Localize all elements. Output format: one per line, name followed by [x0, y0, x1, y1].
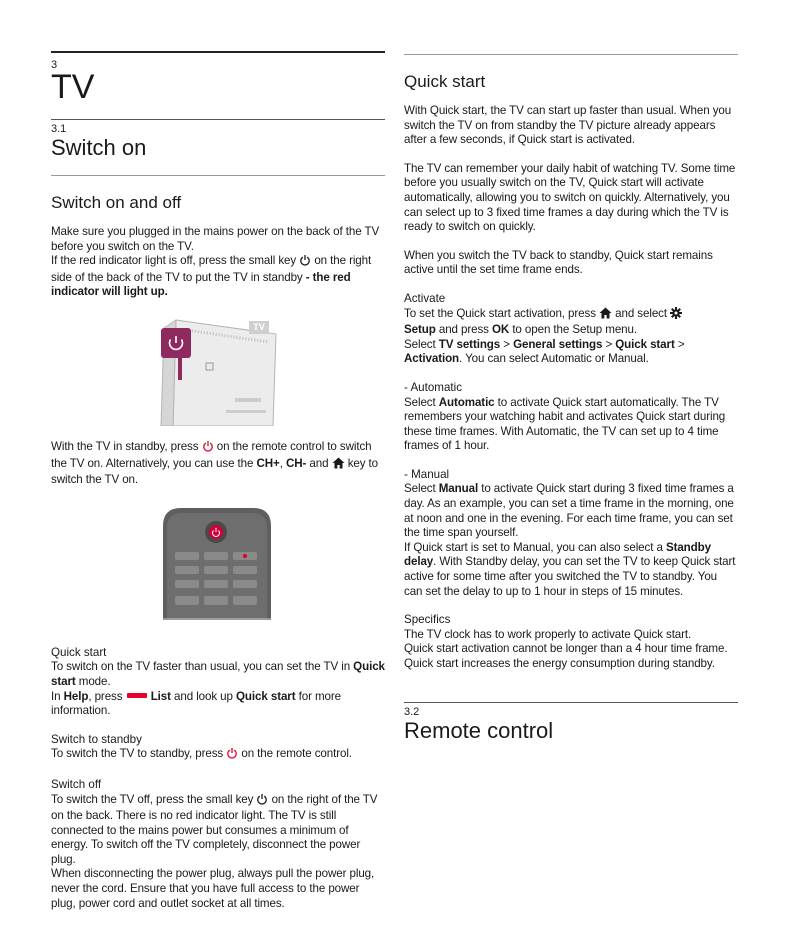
activate-paragraph: To set the Quick start activation, press and select Setup and press OK to open the Setup menu. Select TV settings > General settings > Quick start > Activation. You can select Automatic or Manual. [404, 306, 685, 366]
quick-start-p3: When you switch the TV back to standby, Quick start remains active until the set time frame ends. [404, 248, 713, 277]
section-title: Switch on [51, 135, 147, 160]
activate-heading: Activate [404, 291, 446, 305]
quick-start-p1: With Quick start, the TV can start up faster than usual. When you switch the TV on from standby the TV picture already appears after a few seconds, if Quick start is activated. [404, 104, 732, 147]
quick-start-title: Quick start [404, 72, 486, 91]
chapter-title: TV [51, 68, 95, 106]
quick-start-paragraph: To switch on the TV faster than usual, you can set the TV in Quick start mode. In Help, press List and look up Quick start for more information. [51, 660, 385, 718]
power-icon [299, 254, 311, 271]
chapter-rule [51, 51, 385, 53]
tv-back-illustration [51, 308, 385, 426]
intro-paragraph: Make sure you plugged in the mains power on the back of the TV before you switch on the TV. If the red indicator light is off, press the small key on the right side of the back of the TV to put the TV in standby - the red indicator will light up. [51, 225, 380, 299]
chapter-number: 3 [51, 59, 58, 71]
gear-icon [670, 307, 682, 324]
subsection-title: Switch on and off [51, 193, 182, 212]
section-number: 3.2 [404, 705, 420, 718]
section-rule [404, 702, 738, 703]
right-column [404, 0, 738, 744]
power-icon [202, 440, 214, 457]
switch-to-standby-paragraph: To switch the TV to standby, press on the remote control. [51, 747, 385, 764]
specifics-heading: Specifics [404, 613, 451, 627]
switch-to-standby-heading: Switch to standby [51, 732, 142, 746]
section-rule [51, 119, 385, 120]
left-column [51, 0, 385, 911]
specifics-paragraph: The TV clock has to work properly to activate Quick start. Quick start activation cannot be longer than a 4 hour time frame. Quick start increases the energy consumption during standby. [404, 627, 728, 670]
remote-illustration [51, 502, 385, 620]
section-number: 3.1 [51, 123, 67, 135]
tv-badge: TV [249, 321, 269, 334]
section-title: Remote control [404, 717, 554, 743]
home-icon [599, 307, 612, 324]
standby-paragraph: With the TV in standby, press on the remote control to switch the TV on. Alternatively, you can use the CH+, CH- and key to switch the TV on. [51, 439, 379, 487]
power-icon [256, 793, 268, 810]
subsection-rule [51, 175, 385, 176]
automatic-heading: - Automatic [404, 380, 462, 394]
red-list-key-icon [127, 693, 147, 698]
home-icon [332, 457, 345, 474]
quick-start-heading: Quick start [51, 645, 107, 659]
automatic-paragraph: Select Automatic to activate Quick start automatically. The TV remembers your watching habit and activates Quick start during these time frames. With Automatic, the TV can set up to 4 time frames of 1 hour. [404, 395, 726, 453]
power-icon [226, 747, 238, 764]
manual-paragraph: Select Manual to activate Quick start during 3 fixed time frames a day. As an example, you can set a time frame in the morning, one at noon and one in the evening. For each time frame, you can set the time span yourself. If Quick start is set to Manual, you can also select a Standby delay. With Standby delay, you can set the TV to keep Quick start active for some time after you switched the TV to standby. You can set the delay to up to 1 hour in steps of 15 minutes. [404, 482, 736, 598]
switch-off-heading: Switch off [51, 777, 102, 791]
quick-start-p2: The TV can remember your daily habit of watching TV. Some time before you usually switch on the TV, Quick start will activate automatically, allowing you to switch on quickly. Alternatively, you can select up to 3 fixed time frames a day during which the TV is ready to switch on quickly. [404, 161, 736, 234]
manual-heading: - Manual [404, 467, 450, 481]
switch-off-paragraph: To switch the TV off, press the small key on the right of the TV on the back. There is no red indicator light. The TV is still connected to the mains power but consumes a minimum of energy. To switch off the TV completely, disconnect the power plug. When disconnecting the power plug, always pull the power plug, never the cord. Ensure that you have full access to the power plug, power cord and outlet socket at all times. [51, 792, 378, 910]
quick-start-rule [404, 54, 738, 55]
